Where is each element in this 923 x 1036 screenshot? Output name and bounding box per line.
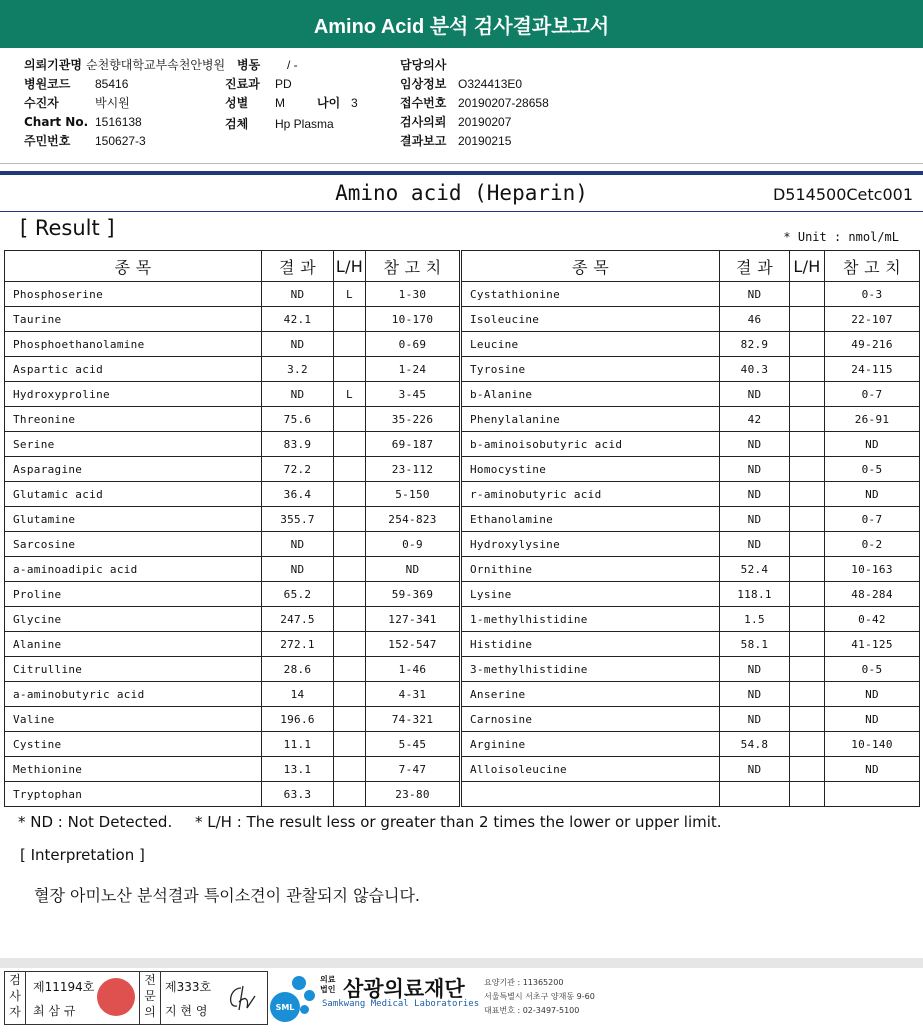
lh-flag (790, 282, 825, 307)
info-value: 20190207 (458, 115, 512, 129)
table-row (5, 382, 460, 407)
analyte-name: b-Alanine (462, 382, 720, 407)
report-banner (0, 0, 923, 48)
result-value: ND (720, 507, 790, 532)
notes (18, 813, 722, 831)
analyte-name: a-aminoadipic acid (5, 557, 262, 582)
lh-flag (790, 582, 825, 607)
table-row (462, 732, 920, 757)
result-value: ND (720, 457, 790, 482)
reference-range: 26-91 (825, 407, 920, 432)
reference-range: 59-369 (366, 582, 460, 607)
table-row (462, 332, 920, 357)
result-value: ND (262, 557, 334, 582)
col-header-result: 결 과 (262, 251, 334, 282)
lh-flag (334, 307, 366, 332)
result-table-right (461, 250, 920, 807)
table-row (5, 582, 460, 607)
reference-range: 7-47 (366, 757, 460, 782)
analyte-name: Arginine (462, 732, 720, 757)
reference-range: ND (825, 682, 920, 707)
reference-range: 22-107 (825, 307, 920, 332)
table-row (462, 357, 920, 382)
result-value: 36.4 (262, 482, 334, 507)
lh-flag (334, 432, 366, 457)
analyte-name: Alanine (5, 632, 262, 657)
result-value: ND (720, 282, 790, 307)
age-label: 나이 (317, 96, 341, 110)
table-row (462, 407, 920, 432)
result-value: 11.1 (262, 732, 334, 757)
result-value: ND (720, 382, 790, 407)
lh-flag (334, 732, 366, 757)
result-value: ND (262, 532, 334, 557)
reference-range: 24-115 (825, 357, 920, 382)
info-label: 주민번호 (24, 134, 71, 148)
lh-flag (334, 707, 366, 732)
reference-range: 0-3 (825, 282, 920, 307)
lh-flag (334, 657, 366, 682)
result-value: 13.1 (262, 757, 334, 782)
table-row (5, 607, 460, 632)
analyte-name: Isoleucine (462, 307, 720, 332)
lh-flag (790, 532, 825, 557)
tester-name: 최 삼 규 (33, 1004, 76, 1018)
analyte-name: Hydroxyproline (5, 382, 262, 407)
lh-flag (790, 682, 825, 707)
analyte-name: Leucine (462, 332, 720, 357)
reference-range: 0-42 (825, 607, 920, 632)
reference-range: 254-823 (366, 507, 460, 532)
analyte-name: Valine (5, 707, 262, 732)
interpretation-text: 혈장 아미노산 분석결과 특이소견이 관찰되지 않습니다. (34, 886, 421, 905)
reference-range: 3-45 (366, 382, 460, 407)
table-row (5, 357, 460, 382)
result-value: 46 (720, 307, 790, 332)
reference-range: 1-30 (366, 282, 460, 307)
table-row (462, 607, 920, 632)
analyte-name: b-aminoisobutyric acid (462, 432, 720, 457)
table-row (462, 382, 920, 407)
table-row (462, 682, 920, 707)
analyte-name: Cystine (5, 732, 262, 757)
table-row (5, 407, 460, 432)
lh-flag (790, 657, 825, 682)
reference-range: 49-216 (825, 332, 920, 357)
lh-flag (790, 482, 825, 507)
lh-flag (790, 357, 825, 382)
result-value: ND (720, 707, 790, 732)
analyte-name: Threonine (5, 407, 262, 432)
table-row (462, 557, 920, 582)
table-row (462, 432, 920, 457)
divider (0, 163, 923, 164)
sex-label: 성별 (225, 96, 249, 110)
reference-range: 5-150 (366, 482, 460, 507)
table-row (5, 282, 460, 307)
lh-flag (790, 407, 825, 432)
col-header-lh: L/H (790, 251, 825, 282)
reference-range: 23-80 (366, 782, 460, 807)
analyte-name: Proline (5, 582, 262, 607)
analyte-name: Carnosine (462, 707, 720, 732)
lh-flag (334, 332, 366, 357)
analyte-name: Histidine (462, 632, 720, 657)
info-label: 의뢰기관명 (24, 58, 82, 72)
analyte-name: Glutamic acid (5, 482, 262, 507)
lh-flag (334, 682, 366, 707)
result-value: ND (720, 532, 790, 557)
lh-flag (334, 507, 366, 532)
signature-box (4, 971, 268, 1025)
info-value: 20190207-28658 (458, 96, 549, 110)
reference-range: 0-69 (366, 332, 460, 357)
info-value: 150627-3 (95, 134, 146, 148)
table-row (5, 732, 460, 757)
result-value: ND (262, 382, 334, 407)
reference-range: 152-547 (366, 632, 460, 657)
result-value: 75.6 (262, 407, 334, 432)
analyte-name: Cystathionine (462, 282, 720, 307)
table-row (5, 657, 460, 682)
reference-range: 48-284 (825, 582, 920, 607)
table-row (462, 657, 920, 682)
analyte-name: 3-methylhistidine (462, 657, 720, 682)
lh-flag (334, 482, 366, 507)
reference-range: ND (825, 707, 920, 732)
info-label: 담당의사 (400, 58, 447, 72)
table-row (5, 757, 460, 782)
tester-license: 제11194호 (33, 980, 95, 994)
reference-range: 35-226 (366, 407, 460, 432)
report-title: Amino acid (Heparin) (335, 181, 588, 205)
col-header-item: 종 목 (462, 251, 720, 282)
reference-range: 0-5 (825, 457, 920, 482)
ward-label: 병동 (237, 58, 261, 72)
result-value: 355.7 (262, 507, 334, 532)
reference-range: 4-31 (366, 682, 460, 707)
org-phone: 대표번호 : 02-3497-5100 (484, 1006, 580, 1015)
result-value: ND (720, 432, 790, 457)
result-value: 42 (720, 407, 790, 432)
lh-flag (334, 582, 366, 607)
lh-flag (790, 307, 825, 332)
analyte-name: Tyrosine (462, 357, 720, 382)
table-row (5, 707, 460, 732)
table-row (5, 507, 460, 532)
analyte-name: Asparagine (5, 457, 262, 482)
result-value: 58.1 (720, 632, 790, 657)
table-row (462, 757, 920, 782)
dept-value: PD (275, 77, 292, 91)
note-nd: * ND : Not Detected. (18, 813, 173, 831)
reference-range: 0-7 (825, 507, 920, 532)
result-value: 272.1 (262, 632, 334, 657)
doctor-role: 전문의 (139, 972, 161, 1024)
result-value: ND (262, 332, 334, 357)
reference-range: 0-7 (825, 382, 920, 407)
patient-info-mid (225, 56, 358, 134)
org-english-name: Samkwang Medical Laboratories (322, 999, 480, 1009)
result-value: 14 (262, 682, 334, 707)
analyte-name (462, 782, 720, 807)
col-header-result: 결 과 (720, 251, 790, 282)
table-row (5, 457, 460, 482)
ward-value: / - (287, 58, 298, 72)
result-value: 52.4 (720, 557, 790, 582)
table-row (5, 557, 460, 582)
table-row (462, 282, 920, 307)
result-value: ND (720, 482, 790, 507)
result-value: ND (262, 282, 334, 307)
reference-range: ND (825, 482, 920, 507)
table-row (462, 532, 920, 557)
analyte-name: 1-methylhistidine (462, 607, 720, 632)
result-value: 28.6 (262, 657, 334, 682)
analyte-name: Lysine (462, 582, 720, 607)
tester-role: 검사자 (5, 972, 26, 1024)
patient-info-right (400, 56, 549, 151)
age-value: 3 (351, 96, 358, 110)
footer-divider (0, 958, 923, 968)
lh-flag (334, 407, 366, 432)
reference-range: 0-5 (825, 657, 920, 682)
table-row (5, 307, 460, 332)
analyte-name: Phenylalanine (462, 407, 720, 432)
table-row (462, 707, 920, 732)
lh-flag (334, 357, 366, 382)
result-value: ND (720, 757, 790, 782)
analyte-name: Homocystine (462, 457, 720, 482)
lh-flag (790, 557, 825, 582)
result-value: 1.5 (720, 607, 790, 632)
info-label: 접수번호 (400, 96, 447, 110)
info-value: 20190215 (458, 134, 512, 148)
col-header-ref: 참 고 치 (366, 251, 460, 282)
reference-range: 10-140 (825, 732, 920, 757)
result-value: 40.3 (720, 357, 790, 382)
info-value: 1516138 (95, 115, 142, 129)
analyte-name: Sarcosine (5, 532, 262, 557)
analyte-name: Aspartic acid (5, 357, 262, 382)
reference-range: 74-321 (366, 707, 460, 732)
table-row (5, 682, 460, 707)
table-row (462, 782, 920, 807)
table-row (5, 482, 460, 507)
specimen-value: Hp Plasma (275, 117, 334, 131)
reference-range: 41-125 (825, 632, 920, 657)
org-code: 요양기관 : 11365200 (484, 978, 564, 987)
table-row (462, 482, 920, 507)
analyte-name: Serine (5, 432, 262, 457)
doctor-name: 지 현 영 (165, 1004, 208, 1018)
org-address: 서울특별시 서초구 양재동 9-60 (484, 992, 595, 1001)
info-label: 임상정보 (400, 77, 447, 91)
result-value: 72.2 (262, 457, 334, 482)
info-label: 수진자 (24, 96, 59, 110)
lh-flag (790, 632, 825, 657)
analyte-name: Citrulline (5, 657, 262, 682)
analyte-name: Ornithine (462, 557, 720, 582)
result-value: 83.9 (262, 432, 334, 457)
result-value: 3.2 (262, 357, 334, 382)
lh-flag (334, 757, 366, 782)
reference-range: ND (825, 757, 920, 782)
analyte-name: Phosphoethanolamine (5, 332, 262, 357)
result-value: 42.1 (262, 307, 334, 332)
sex-value: M (275, 96, 285, 110)
col-header-item: 종 목 (5, 251, 262, 282)
result-value (720, 782, 790, 807)
reference-range: ND (825, 432, 920, 457)
result-value: 82.9 (720, 332, 790, 357)
info-value: 순천향대학교부속천안병원 (86, 58, 226, 72)
logo-text: SML (275, 1002, 295, 1012)
table-row (462, 307, 920, 332)
reference-range (825, 782, 920, 807)
analyte-name: Taurine (5, 307, 262, 332)
reference-range: 10-170 (366, 307, 460, 332)
reference-range: 1-46 (366, 657, 460, 682)
lh-flag (334, 457, 366, 482)
result-value: 54.8 (720, 732, 790, 757)
reference-range: 23-112 (366, 457, 460, 482)
info-label: 병원코드 (24, 77, 71, 91)
result-table-left (4, 250, 460, 807)
org-name: 삼광의료재단 (343, 977, 465, 1001)
reference-range: 69-187 (366, 432, 460, 457)
col-header-ref: 참 고 치 (825, 251, 920, 282)
lh-flag (790, 332, 825, 357)
table-row (5, 332, 460, 357)
info-value: 85416 (95, 77, 129, 91)
lh-flag (790, 507, 825, 532)
result-value: 65.2 (262, 582, 334, 607)
specimen-label: 검체 (225, 117, 249, 131)
lh-flag: L (334, 282, 366, 307)
dept-label: 진료과 (225, 77, 260, 91)
info-value: 박시원 (95, 96, 130, 110)
result-value: ND (720, 657, 790, 682)
table-row (5, 432, 460, 457)
divider-blue (0, 171, 923, 175)
reference-range: 5-45 (366, 732, 460, 757)
doctor-signature (223, 982, 259, 1014)
lh-flag (790, 432, 825, 457)
lh-flag (334, 632, 366, 657)
result-heading: [ Result ] (20, 216, 115, 240)
analyte-name: Hydroxylysine (462, 532, 720, 557)
table-row (5, 632, 460, 657)
report-code: D514500Cetc001 (772, 185, 913, 204)
info-label: Chart No. (24, 115, 89, 129)
lh-flag (334, 557, 366, 582)
unit-note: * Unit : nmol/mL (783, 230, 899, 244)
info-label: 검사의뢰 (400, 115, 447, 129)
analyte-name: Alloisoleucine (462, 757, 720, 782)
analyte-name: Ethanolamine (462, 507, 720, 532)
patient-info-left (24, 56, 225, 151)
analyte-name: Glutamine (5, 507, 262, 532)
analyte-name: a-aminobutyric acid (5, 682, 262, 707)
lh-flag (334, 607, 366, 632)
lh-flag (334, 532, 366, 557)
reference-range: 10-163 (825, 557, 920, 582)
table-row (462, 582, 920, 607)
lh-flag (790, 757, 825, 782)
lh-flag: L (334, 382, 366, 407)
official-seal (97, 978, 135, 1016)
analyte-name: Tryptophan (5, 782, 262, 807)
result-value: 247.5 (262, 607, 334, 632)
lh-flag (790, 607, 825, 632)
doctor-license: 제333호 (165, 980, 212, 994)
result-value: ND (720, 682, 790, 707)
corp-label: 의료 법인 (320, 975, 336, 994)
analyte-name: r-aminobutyric acid (462, 482, 720, 507)
lh-flag (334, 782, 366, 807)
result-value: 196.6 (262, 707, 334, 732)
analyte-name: Anserine (462, 682, 720, 707)
lh-flag (790, 382, 825, 407)
reference-range: 0-2 (825, 532, 920, 557)
table-row (462, 507, 920, 532)
analyte-name: Glycine (5, 607, 262, 632)
table-row (462, 457, 920, 482)
lh-flag (790, 707, 825, 732)
reference-range: 1-24 (366, 357, 460, 382)
report-banner-title: Amino Acid 분석 검사결과보고서 (313, 15, 610, 38)
info-label: 결과보고 (400, 134, 447, 148)
lh-flag (790, 782, 825, 807)
reference-range: 127-341 (366, 607, 460, 632)
result-value: 118.1 (720, 582, 790, 607)
lh-flag (790, 732, 825, 757)
table-row (462, 632, 920, 657)
table-row (5, 782, 460, 807)
interpretation-heading: [ Interpretation ] (20, 846, 145, 864)
divider (0, 211, 923, 212)
result-value: 63.3 (262, 782, 334, 807)
reference-range: ND (366, 557, 460, 582)
note-lh: * L/H : The result less or greater than 2 times the lower or upper limit. (195, 813, 722, 831)
table-row (5, 532, 460, 557)
lh-flag (790, 457, 825, 482)
col-header-lh: L/H (334, 251, 366, 282)
analyte-name: Methionine (5, 757, 262, 782)
info-value: O324413E0 (458, 77, 523, 91)
analyte-name: Phosphoserine (5, 282, 262, 307)
reference-range: 0-9 (366, 532, 460, 557)
